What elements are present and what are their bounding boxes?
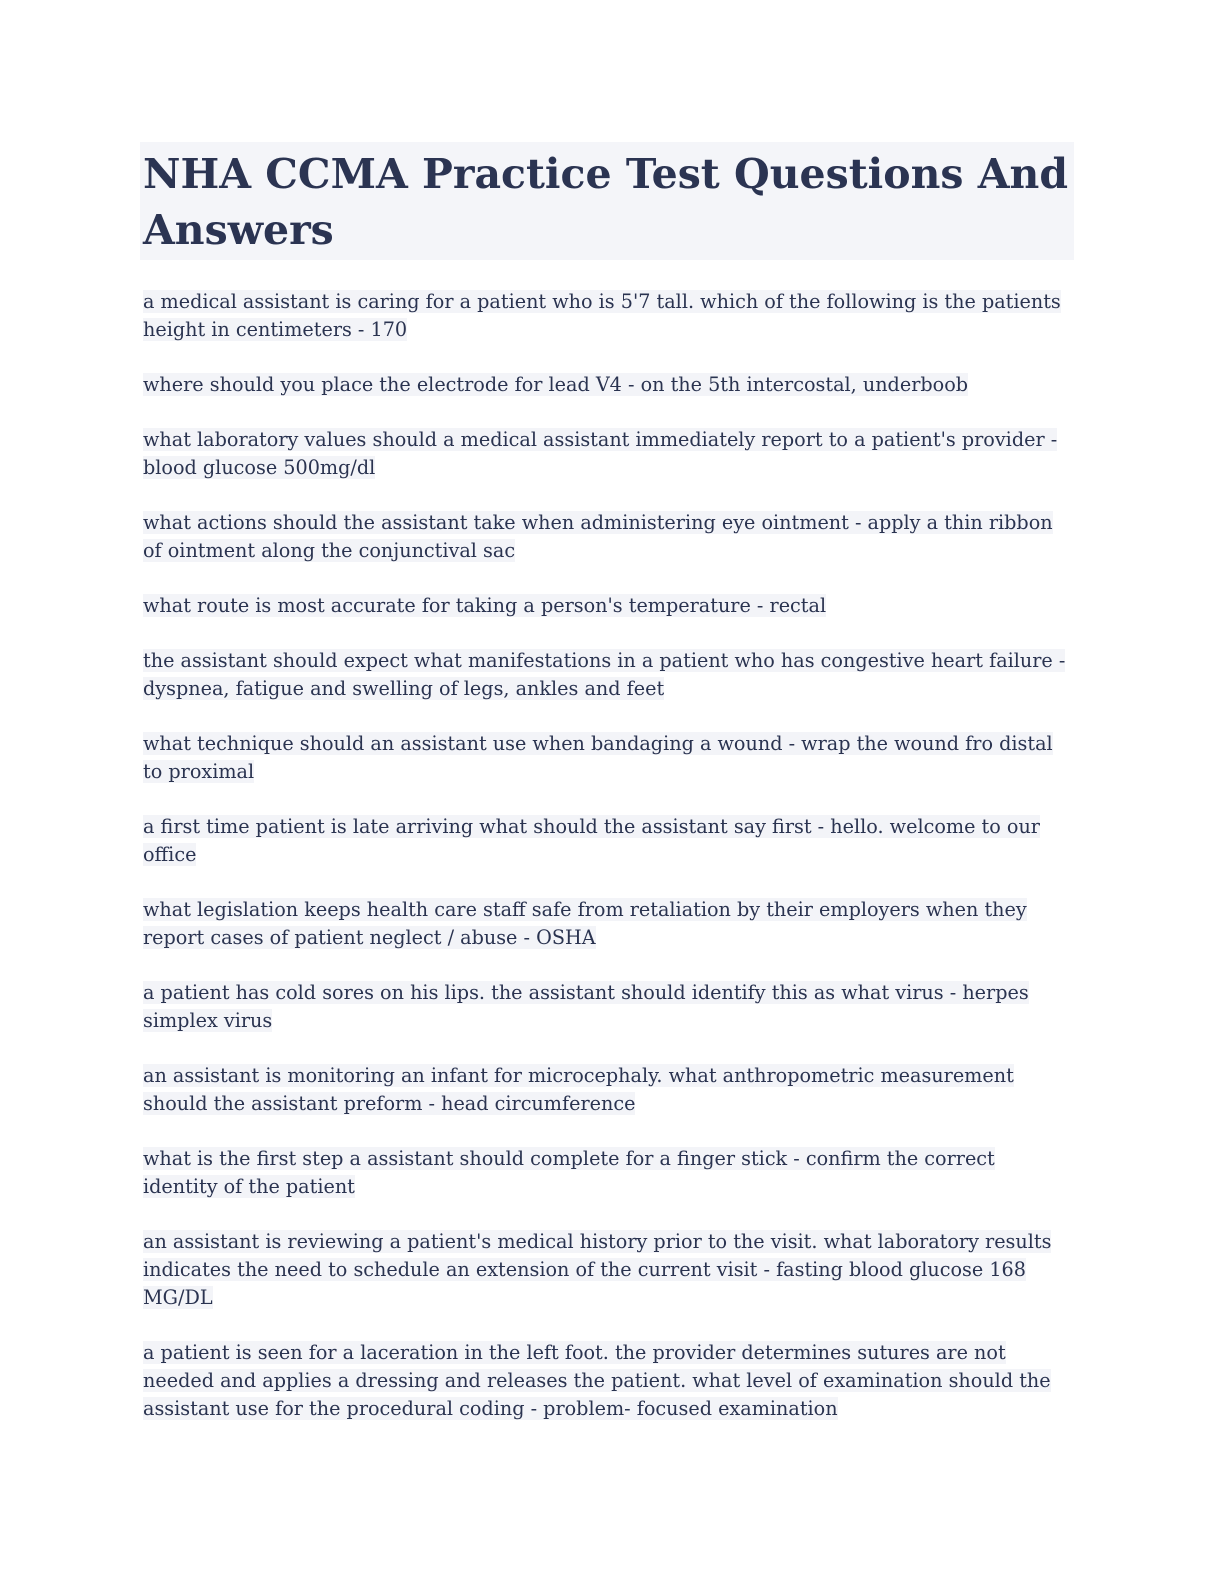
qa-text: a medical assistant is caring for a patient who is 5'7 tall. which of the following is the patients height in centimeters - 170 [143, 290, 1061, 341]
qa-item [140, 813, 1074, 869]
qa-text: what actions should the assistant take when administering eye ointment - apply a thin ribbon of ointment along the conjunctival sac [143, 511, 1053, 562]
qa-text: an assistant is reviewing a patient's medical history prior to the visit. what laboratory results indicates the need to schedule an extension of the current visit - fasting blood glucose 168 MG/DL [143, 1230, 1052, 1309]
qa-text: a first time patient is late arriving what should the assistant say first - hello. welcome to our office [143, 815, 1040, 866]
page-title: NHA CCMA Practice Test Questions And Answers [143, 150, 1069, 254]
qa-item [140, 592, 1074, 620]
qa-item [140, 1228, 1074, 1312]
qa-text: a patient has cold sores on his lips. the assistant should identify this as what virus - herpes simplex virus [143, 981, 1029, 1032]
qa-item [140, 1145, 1074, 1201]
qa-item [140, 730, 1074, 786]
qa-list [140, 288, 1074, 1423]
qa-text: the assistant should expect what manifestations in a patient who has congestive heart failure - dyspnea, fatigue and swelling of legs, ankles and feet [143, 649, 1066, 700]
qa-text: a patient is seen for a laceration in the left foot. the provider determines sutures are not needed and applies a dressing and releases the patient. what level of examination should the assistant use for the procedural coding - problem- focused examination [143, 1341, 1051, 1420]
qa-text: where should you place the electrode for lead V4 - on the 5th intercostal, underboob [143, 373, 969, 396]
qa-text: what laboratory values should a medical assistant immediately report to a patient's provider - blood glucose 500mg/dl [143, 428, 1058, 479]
qa-item [140, 647, 1074, 703]
qa-item [140, 979, 1074, 1035]
qa-text: what legislation keeps health care staff safe from retaliation by their employers when they report cases of patient neglect / abuse - OSHA [143, 898, 1027, 949]
qa-text: what technique should an assistant use when bandaging a wound - wrap the wound fro distal to proximal [143, 732, 1053, 783]
qa-text: what route is most accurate for taking a person's temperature - rectal [143, 594, 827, 617]
qa-item [140, 1062, 1074, 1118]
qa-text: an assistant is monitoring an infant for microcephaly. what anthropometric measurement should the assistant preform - head circumference [143, 1064, 1014, 1115]
qa-item [140, 1339, 1074, 1423]
qa-item [140, 509, 1074, 565]
qa-text: what is the first step a assistant should complete for a finger stick - confirm the correct identity of the patient [143, 1147, 995, 1198]
qa-item [140, 426, 1074, 482]
qa-item [140, 288, 1074, 344]
qa-item [140, 896, 1074, 952]
qa-item [140, 371, 1074, 399]
document-page [140, 142, 1074, 1450]
title-block [140, 142, 1074, 260]
